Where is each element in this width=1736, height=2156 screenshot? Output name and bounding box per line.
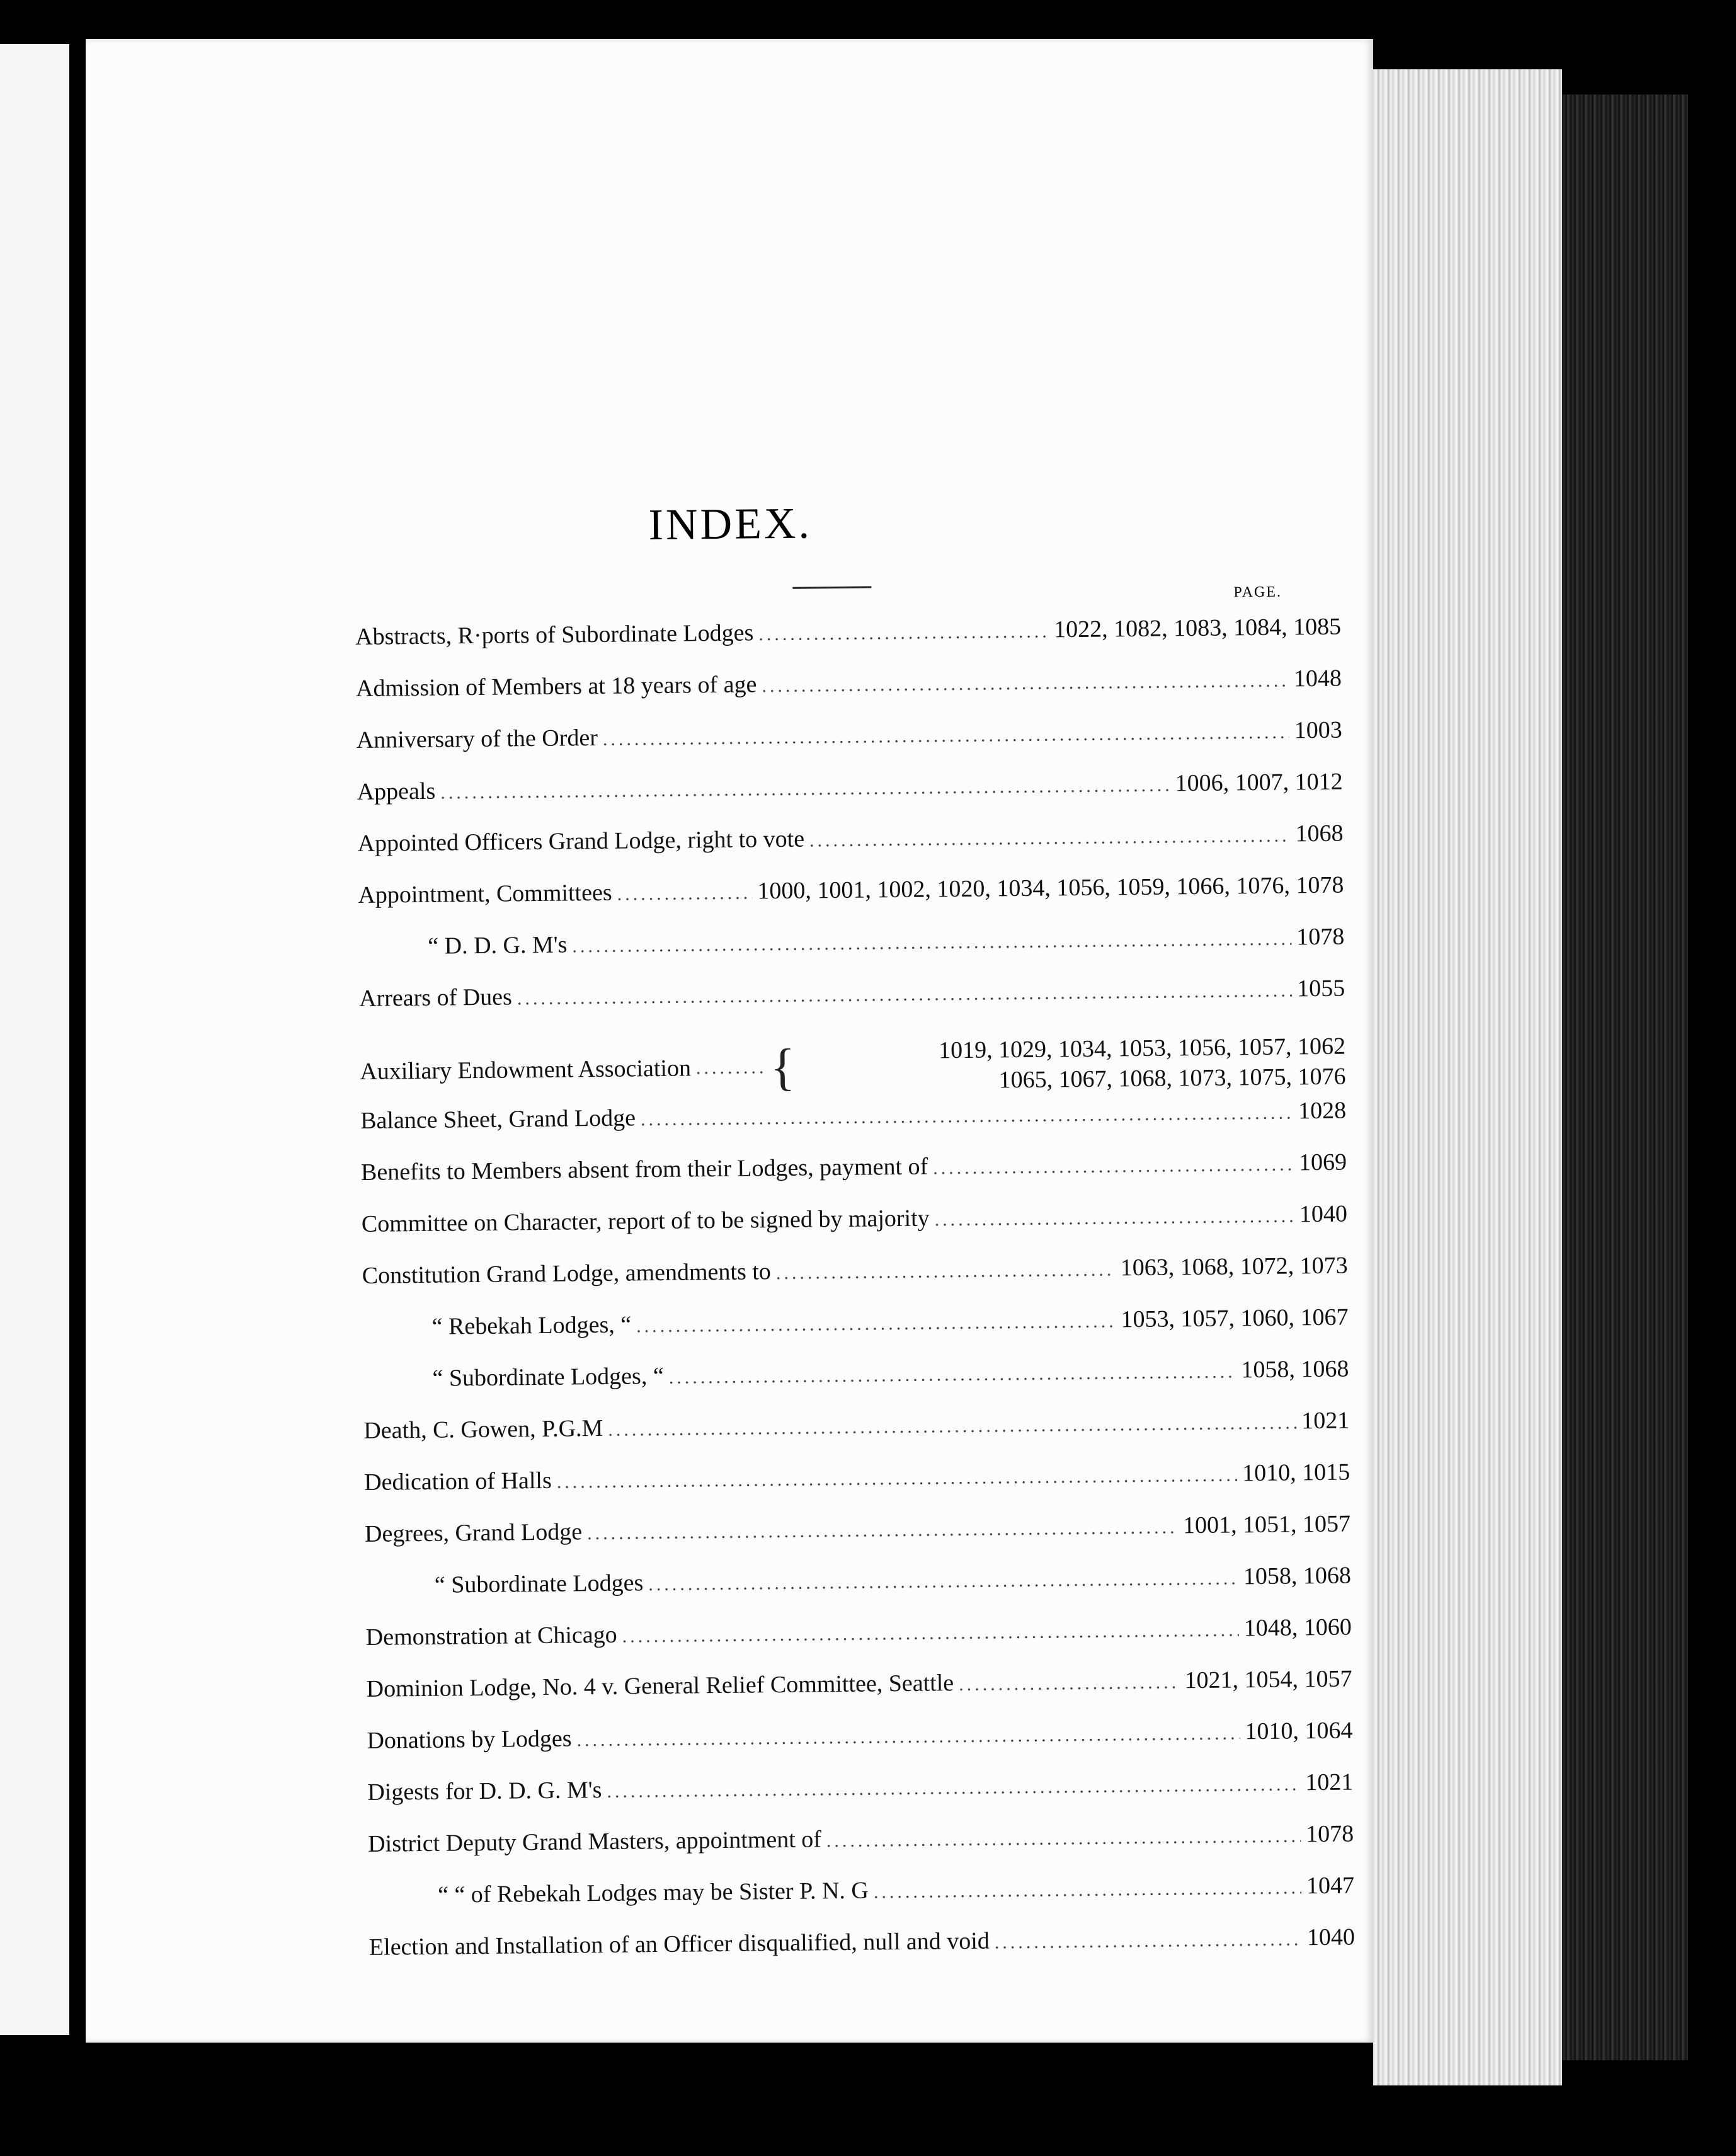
dot-leader (669, 1361, 1236, 1388)
entry-pages: 1040 (1306, 1924, 1356, 1951)
dot-leader (696, 1057, 765, 1079)
entry-label: “ “ of Rebekah Lodges may be Sister P. N. G (437, 1877, 869, 1908)
entry-label: Election and Installation of an Officer disqualified, null and void (368, 1927, 990, 1961)
dot-leader (622, 1619, 1239, 1647)
entry-pages: 1010, 1064 (1245, 1717, 1353, 1745)
entry-pages-line: 1065, 1067, 1068, 1073, 1075, 1076 (998, 1063, 1346, 1094)
entry-label: Appeals (357, 777, 436, 805)
dot-leader (935, 1205, 1295, 1230)
dot-leader (641, 1102, 1293, 1130)
entry-pages: 1021 (1301, 1407, 1350, 1435)
entry-pages: 1003 (1294, 716, 1342, 744)
dot-leader (874, 1877, 1301, 1903)
entry-pages-line: 1019, 1029, 1034, 1053, 1056, 1057, 1062 (938, 1033, 1346, 1064)
entry-label: Arrears of Dues (358, 983, 513, 1012)
dot-leader (608, 1412, 1296, 1440)
dot-leader (826, 1825, 1301, 1852)
entry-pages (939, 1031, 1346, 1096)
dot-leader (587, 1517, 1178, 1544)
page-title: INDEX. (648, 499, 813, 550)
entry-pages: 1078 (1296, 923, 1345, 951)
index-entry (360, 1026, 1346, 1107)
entry-label: Abstracts, R·ports of Subordinate Lodges (355, 619, 754, 650)
entry-pages: 1053, 1057, 1060, 1067 (1121, 1304, 1349, 1333)
entry-label: Benefits to Members absent from their Lodges, payment of (360, 1153, 928, 1186)
entry-label: Constitution Grand Lodge, amendments to (362, 1258, 772, 1289)
entry-pages: 1058, 1068 (1241, 1355, 1349, 1384)
entry-label: “ D. D. G. M's (428, 931, 568, 960)
index-page (86, 39, 1373, 2043)
dot-leader (607, 1774, 1300, 1803)
entry-label: Donations by Lodges (367, 1725, 572, 1754)
entry-pages: 1000, 1001, 1002, 1020, 1034, 1056, 1059, 1066, 1076, 1078 (757, 871, 1344, 905)
entry-label: Digests for D. D. G. M's (367, 1777, 602, 1806)
book-page-edges (1373, 69, 1562, 2085)
entry-label: Degrees, Grand Lodge (364, 1518, 583, 1547)
title-rule (792, 586, 871, 588)
dot-leader (762, 670, 1289, 697)
entry-pages: 1048, 1060 (1243, 1614, 1352, 1642)
entry-pages: 1028 (1298, 1097, 1347, 1125)
page-content (75, 33, 1383, 2050)
entry-label: Death, C. Gowen, P.G.M (363, 1414, 603, 1444)
index-entry (369, 1923, 1356, 1985)
entry-pages: 1055 (1296, 975, 1345, 1002)
entry-label: Admission of Members at 18 years of age (355, 671, 757, 702)
entry-label: Anniversary of the Order (356, 724, 598, 754)
page-column-label: PAGE. (1233, 583, 1282, 601)
dot-leader (933, 1154, 1294, 1179)
entry-label: Committee on Character, report of to be signed by majority (361, 1205, 930, 1237)
entry-pages: 1006, 1007, 1012 (1175, 768, 1343, 797)
dot-leader (959, 1671, 1180, 1695)
entry-label: Appointed Officers Grand Lodge, right to vote (357, 825, 805, 857)
entry-pages: 1021, 1054, 1057 (1184, 1665, 1352, 1694)
entry-pages: 1078 (1305, 1820, 1354, 1848)
entry-label: Auxiliary Endowment Association (360, 1055, 692, 1085)
dot-leader (572, 928, 1291, 957)
entry-label: District Deputy Grand Masters, appointment of (367, 1826, 822, 1857)
dot-leader (776, 1259, 1116, 1284)
entry-pages: 1058, 1068 (1243, 1562, 1352, 1590)
dot-leader (648, 1568, 1238, 1595)
dot-leader (440, 774, 1170, 803)
entry-label: “ Subordinate Lodges (434, 1569, 644, 1598)
entry-label: Balance Sheet, Grand Lodge (360, 1104, 636, 1134)
entry-pages: 1048 (1293, 665, 1342, 692)
entry-label: “ Subordinate Lodges, “ (432, 1362, 664, 1392)
brace-icon: { (770, 1038, 796, 1096)
dot-leader (603, 721, 1289, 750)
dot-leader (617, 882, 752, 905)
entry-pages: 1021 (1305, 1769, 1354, 1796)
dot-leader (576, 1723, 1240, 1751)
book-binding-edge (1562, 95, 1688, 2060)
entry-pages: 1069 (1298, 1149, 1347, 1176)
dot-leader (636, 1310, 1116, 1337)
dot-leader (758, 621, 1049, 645)
entry-label: Dedication of Halls (363, 1467, 552, 1496)
entry-pages: 1047 (1306, 1872, 1355, 1900)
entry-pages: 1068 (1295, 820, 1344, 847)
dot-leader (517, 980, 1293, 1009)
entry-pages: 1063, 1068, 1072, 1073 (1120, 1252, 1348, 1282)
index-entries (355, 613, 1356, 1985)
entry-label: Demonstration at Chicago (365, 1621, 617, 1651)
dot-leader (557, 1464, 1238, 1493)
entry-pages: 1022, 1082, 1083, 1084, 1085 (1053, 613, 1342, 643)
entry-label: “ Rebekah Lodges, “ (431, 1311, 632, 1340)
dot-leader (995, 1929, 1302, 1953)
entry-pages: 1001, 1051, 1057 (1182, 1510, 1351, 1539)
entry-label: Appointment, Committees (358, 879, 612, 909)
dot-leader (809, 825, 1291, 851)
entry-pages: 1010, 1015 (1242, 1459, 1351, 1487)
facing-page-edge (0, 44, 69, 2035)
entry-pages: 1040 (1299, 1200, 1348, 1228)
entry-label: Dominion Lodge, No. 4 v. General Relief Committee, Seattle (366, 1670, 954, 1702)
